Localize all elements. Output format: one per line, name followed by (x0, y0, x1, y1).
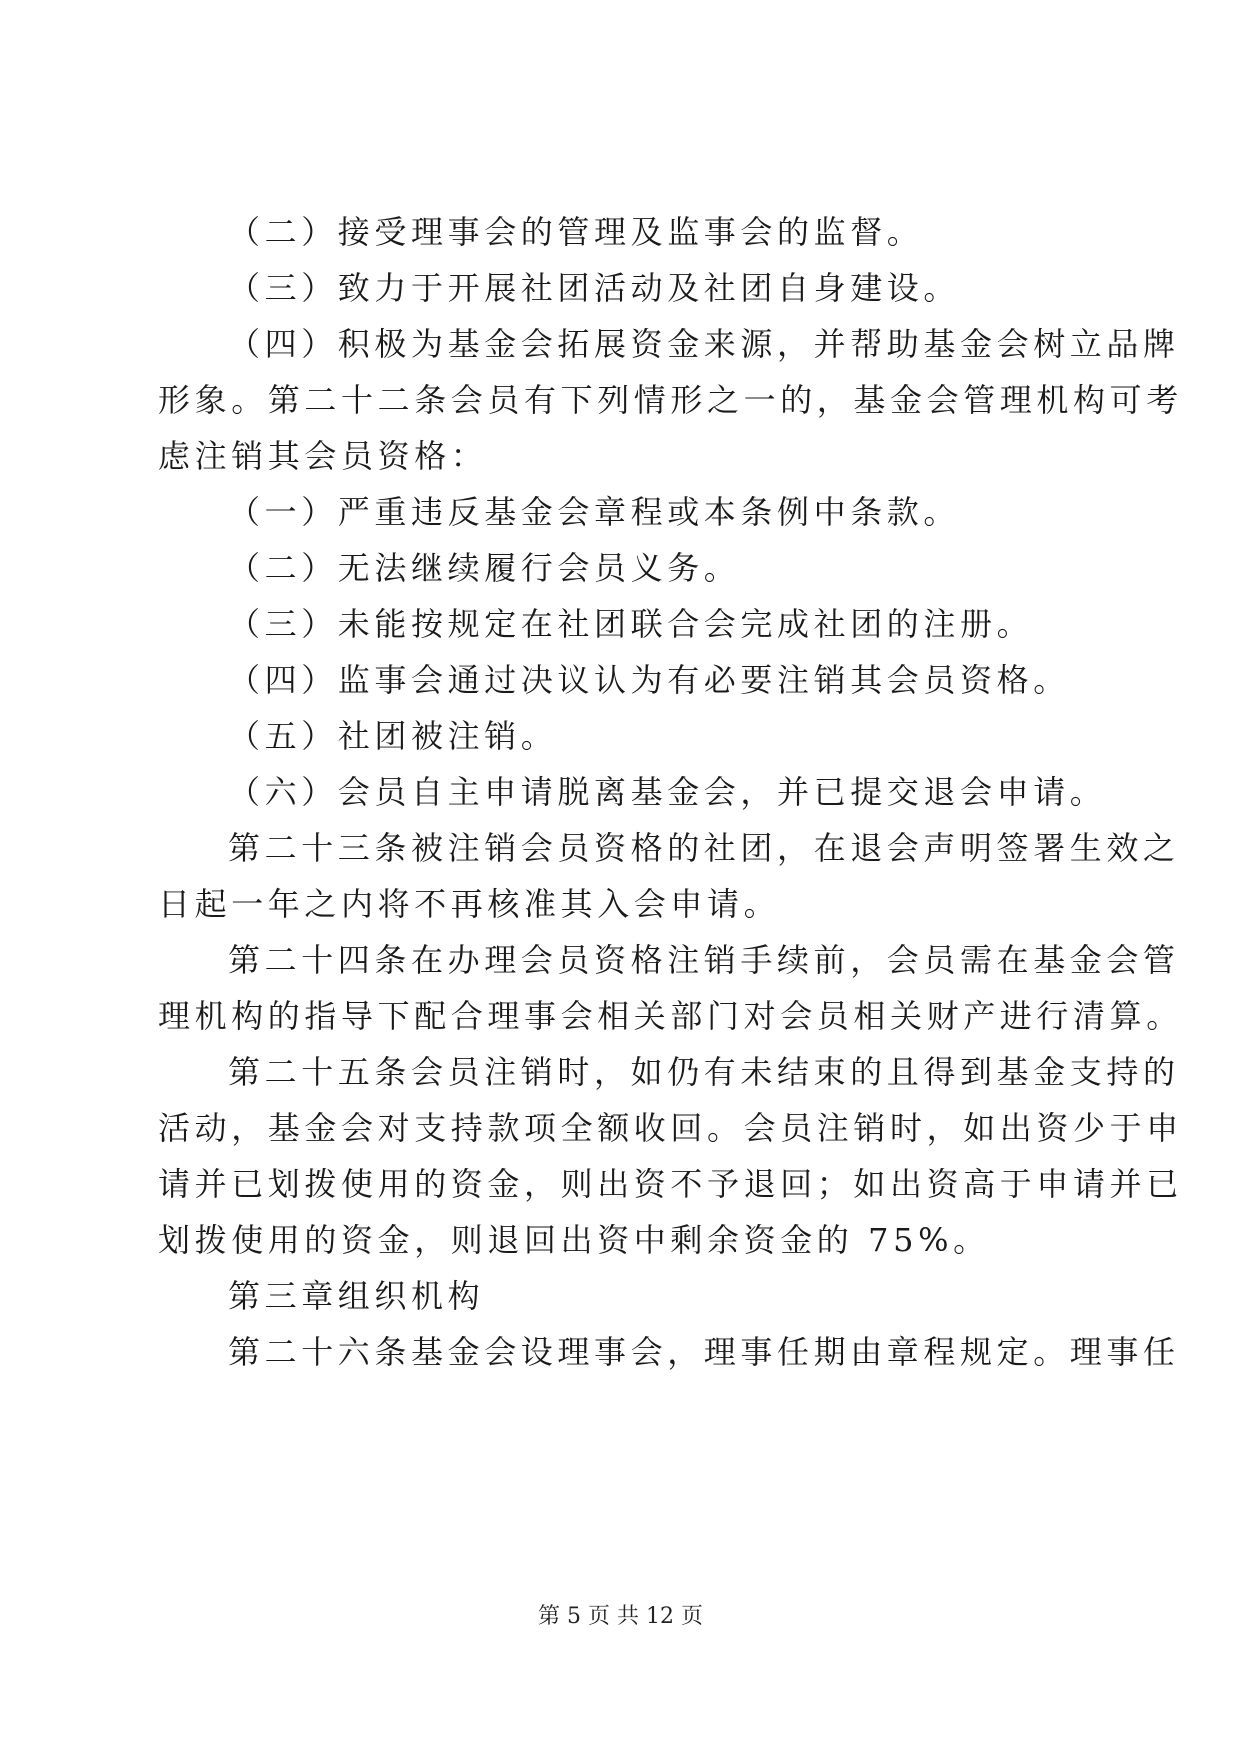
page-footer: 第 5 页 共 12 页 (538, 1604, 703, 1629)
text-line: 划拨使用的资金，则退回出资中剩余资金的 75%。 (158, 1221, 990, 1259)
text-line: （四）监事会通过决议认为有必要注销其会员资格。 (228, 661, 1070, 699)
text-line: 活动，基金会对支持款项全额收回。会员注销时，如出资少于申 (158, 1109, 1183, 1147)
chapter-heading: 第三章组织机构 (228, 1277, 485, 1315)
text-line: （六）会员自主申请脱离基金会，并已提交退会申请。 (228, 773, 1107, 811)
text-line: 日起一年之内将不再核准其入会申请。 (158, 885, 781, 923)
text-line: （一）严重违反基金会章程或本条例中条款。 (228, 493, 961, 531)
text-line: 第二十六条基金会设理事会，理事任期由章程规定。理事任 (228, 1333, 1180, 1371)
text-line: 虑注销其会员资格： (158, 437, 488, 475)
text-line: （四）积极为基金会拓展资金来源，并帮助基金会树立品牌 (228, 325, 1180, 363)
text-line: 请并已划拨使用的资金，则出资不予退回；如出资高于申请并已 (158, 1165, 1183, 1203)
text-line: （五）社团被注销。 (228, 717, 558, 755)
text-line: （二）接受理事会的管理及监事会的监督。 (228, 213, 924, 251)
text-line: 第二十三条被注销会员资格的社团，在退会声明签署生效之 (228, 829, 1180, 867)
text-line: 理机构的指导下配合理事会相关部门对会员相关财产进行清算。 (158, 997, 1183, 1035)
text-line: 形象。第二十二条会员有下列情形之一的，基金会管理机构可考 (158, 381, 1183, 419)
text-line: （二）无法继续履行会员义务。 (228, 549, 741, 587)
text-line: （三）未能按规定在社团联合会完成社团的注册。 (228, 605, 1034, 643)
text-line: 第二十五条会员注销时，如仍有未结束的且得到基金支持的 (228, 1053, 1180, 1091)
text-line: （三）致力于开展社团活动及社团自身建设。 (228, 269, 961, 307)
text-line: 第二十四条在办理会员资格注销手续前，会员需在基金会管 (228, 941, 1180, 979)
